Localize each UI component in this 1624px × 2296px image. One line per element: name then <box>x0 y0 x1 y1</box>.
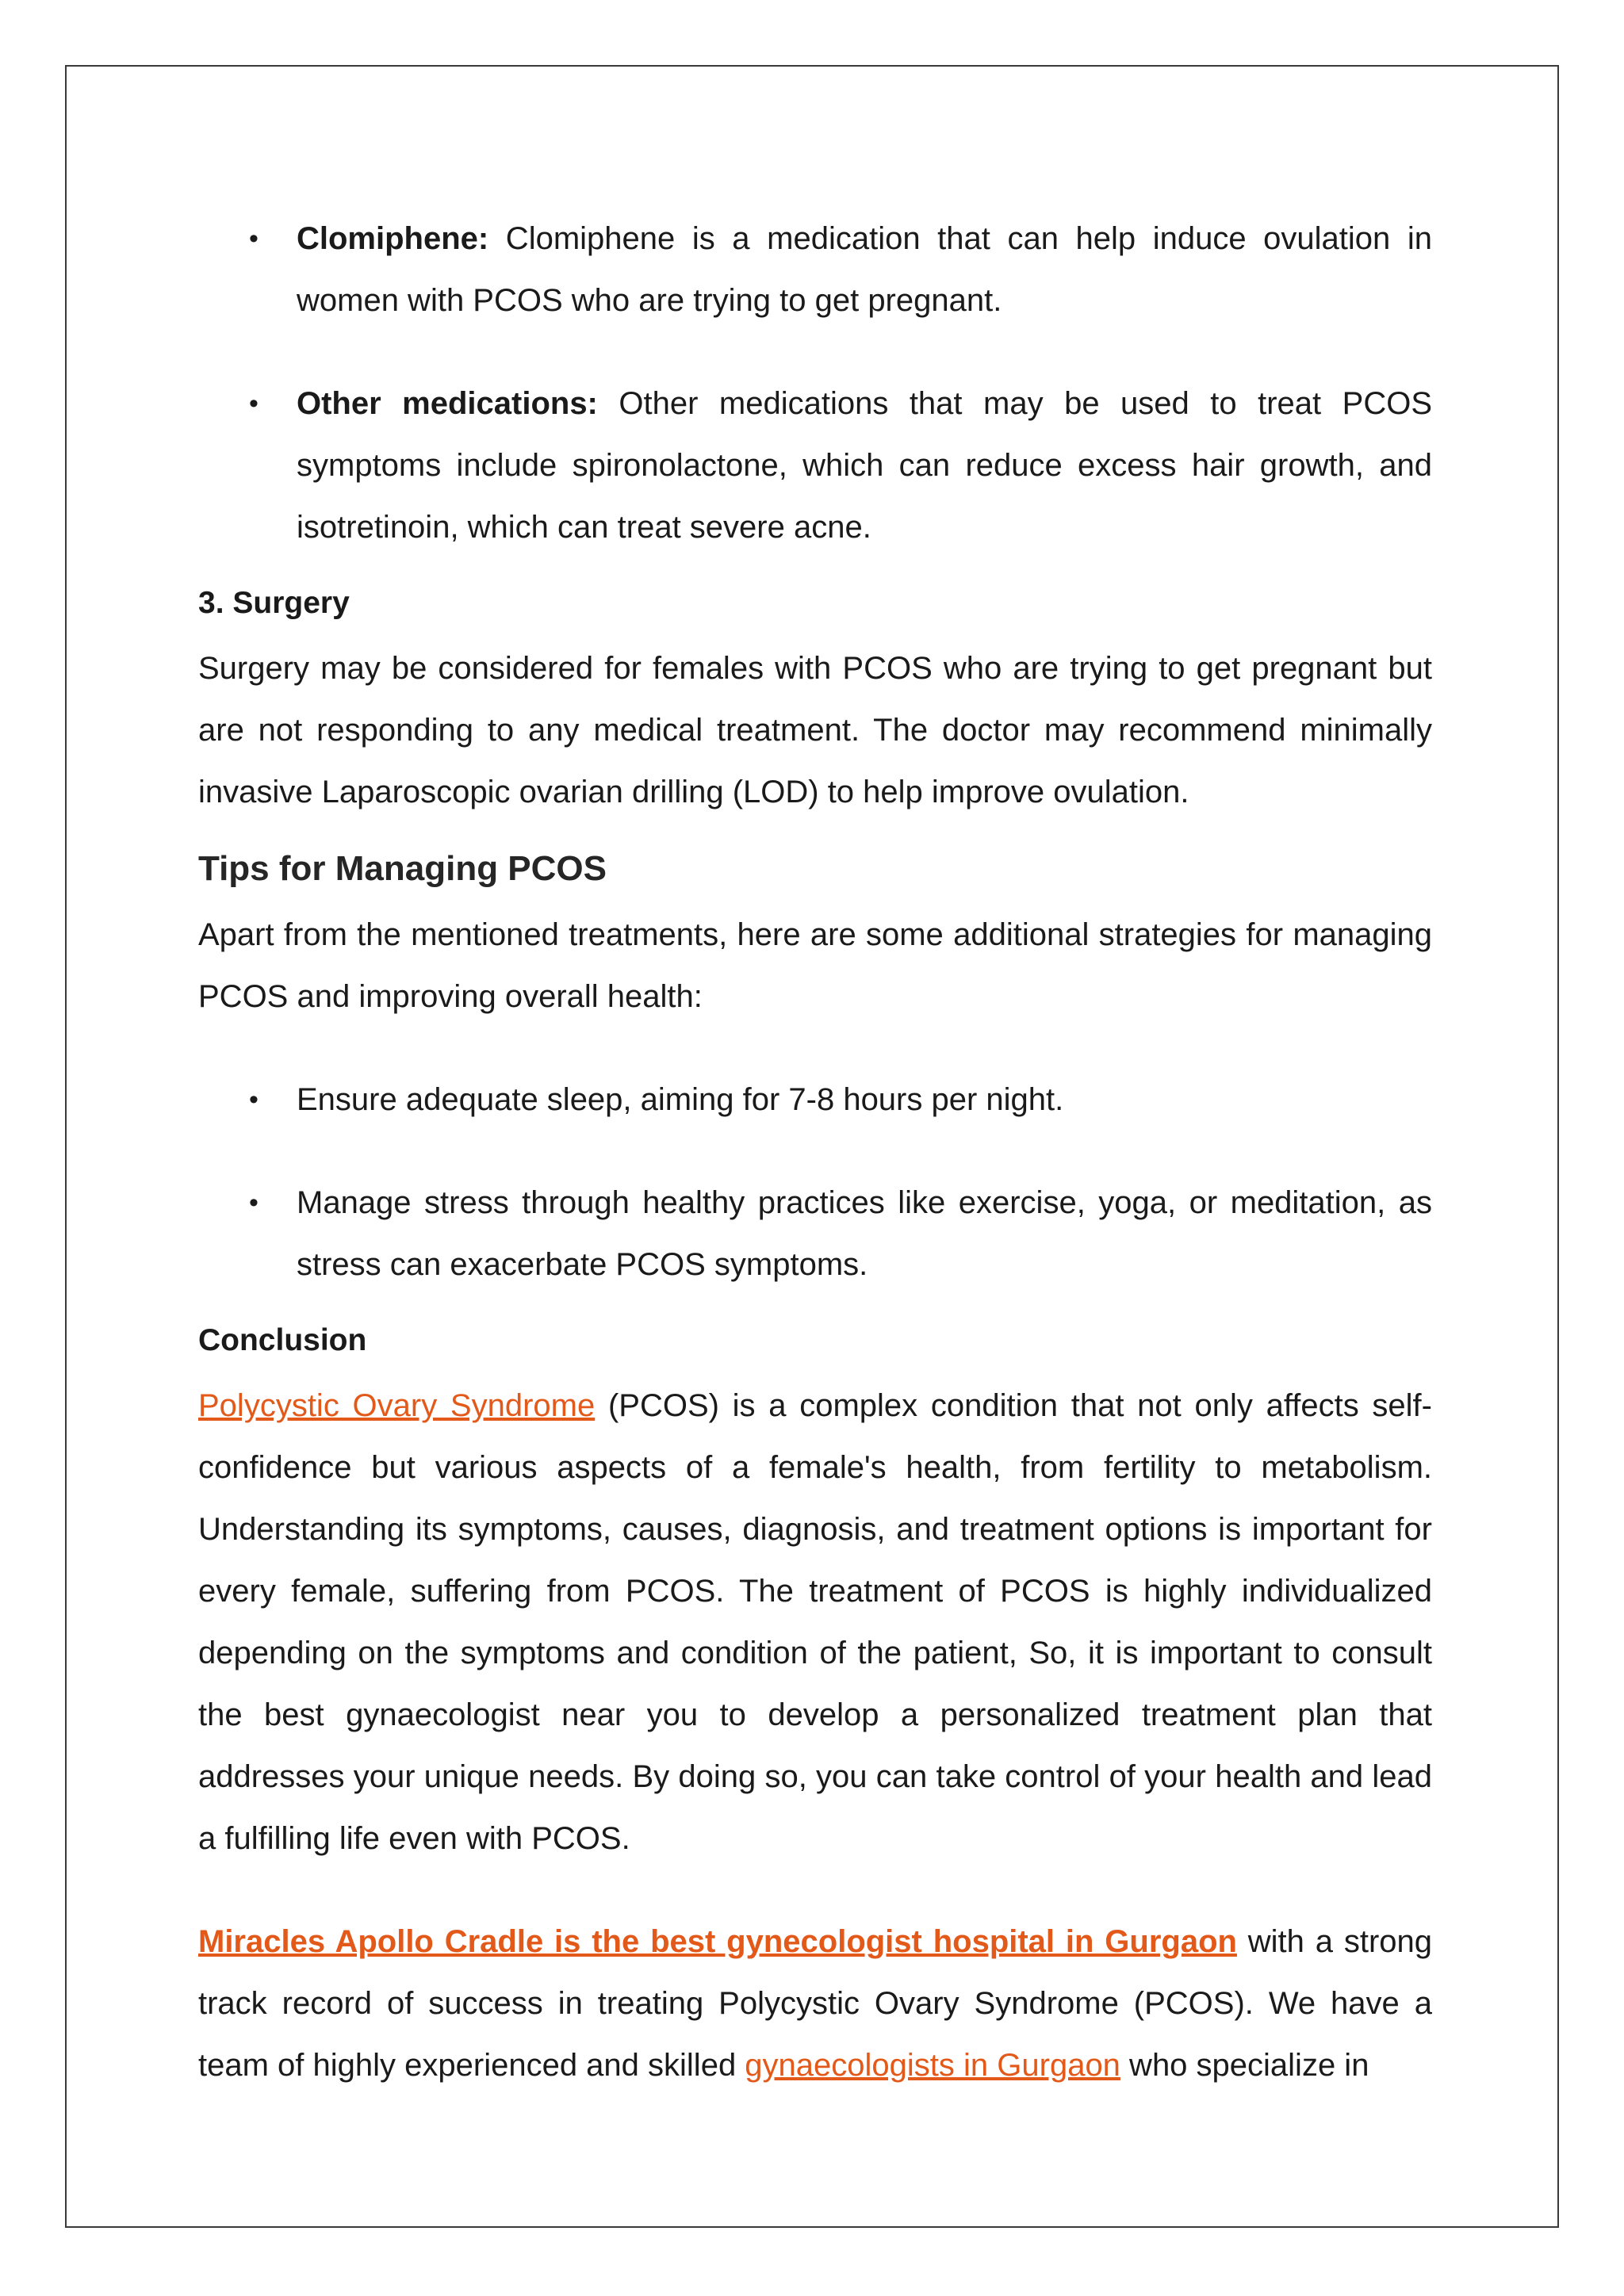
medication-lead: Other medications: <box>297 386 598 421</box>
surgery-heading: 3. Surgery <box>198 586 350 620</box>
hospital-link[interactable]: Miracles Apollo Cradle is the best gynecologist hospital in Gurgaon <box>198 1924 1237 1959</box>
bullet-icon: • <box>249 1085 259 1115</box>
bullet-icon: • <box>249 224 259 254</box>
list-item <box>198 208 1432 331</box>
hospital-text: with a strong track record of success in treating Polycystic Ovary Syndrome (PCOS). We have a team of highly experienced and skilled <box>198 1924 1433 2083</box>
list-item <box>198 1172 1432 1295</box>
tips-list <box>198 1069 1432 1295</box>
tips-heading: Tips for Managing PCOS <box>198 849 607 888</box>
bullet-icon: • <box>249 388 259 419</box>
medication-text: Clomiphene is a medication that can help induce ovulation in women with PCOS who are trying to get pregnant. <box>297 221 1432 318</box>
medication-list <box>198 208 1432 558</box>
pcos-link[interactable]: Polycystic Ovary Syndrome <box>198 1388 596 1423</box>
document-content <box>198 208 1432 2096</box>
bullet-icon: • <box>249 1188 259 1218</box>
list-item <box>198 373 1432 558</box>
conclusion-heading: Conclusion <box>198 1323 367 1357</box>
list-item <box>198 1069 1432 1131</box>
medication-text: Other medications that may be used to treat PCOS symptoms include spironolactone, which can reduce excess hair growth, and isotretinoin, which can treat severe acne. <box>297 386 1432 545</box>
tips-intro: Apart from the mentioned treatments, here are some additional strategies for managing PCOS and improving overall health: <box>198 917 1432 1014</box>
hospital-paragraph <box>198 1911 1432 2096</box>
tip-text: Ensure adequate sleep, aiming for 7-8 hours per night. <box>297 1082 1064 1117</box>
gynaecologists-link[interactable]: gynaecologists in Gurgaon <box>745 2048 1120 2083</box>
hospital-text-end: who specialize in <box>1120 2048 1369 2083</box>
tip-text: Manage stress through healthy practices like exercise, yoga, or meditation, as stress can exacerbate PCOS symptoms. <box>297 1185 1432 1282</box>
conclusion-text: (PCOS) is a complex condition that not only affects self-confidence but various aspects of a female's health, from fertility to metabolism. Understanding its symptoms, causes, diagnosis, and treatment options is important for every female, suffering from PCOS. The treatment of PCOS is highly individualized depending on the symptoms and condition of the patient, So, it is important to consult the best gynaecologist near you to develop a personalized treatment plan that addresses your unique needs. By doing so, you can take control of your health and lead a fulfilling life even with PCOS. <box>198 1388 1432 1856</box>
medication-lead: Clomiphene: <box>297 221 489 256</box>
conclusion-paragraph <box>198 1375 1432 1869</box>
surgery-paragraph: Surgery may be considered for females with PCOS who are trying to get pregnant but are not responding to any medical treatment. The doctor may recommend minimally invasive Laparoscopic ovarian drilling (LOD) to help improve ovulation. <box>198 651 1432 809</box>
